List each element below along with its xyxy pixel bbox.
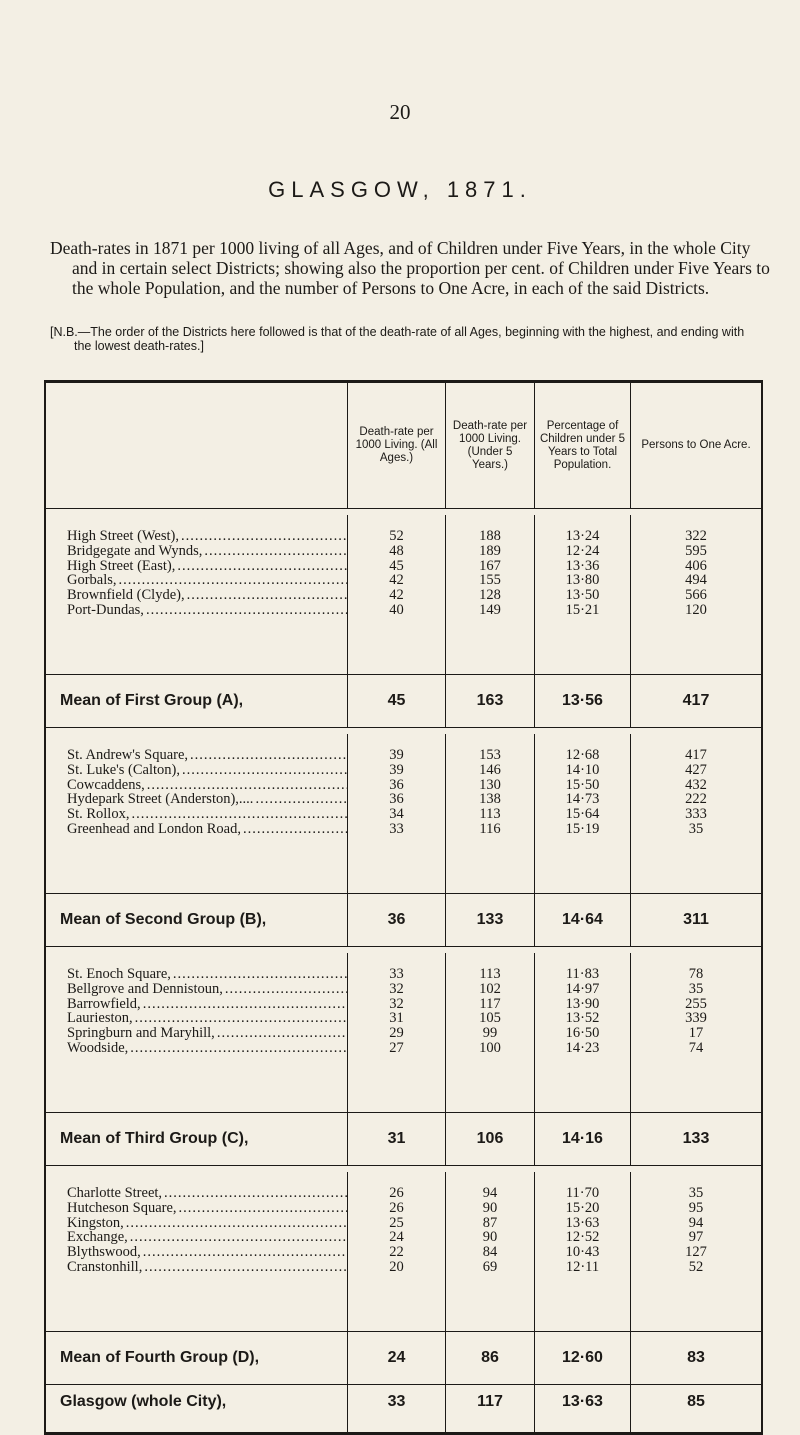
district-group-rows: [46, 947, 761, 1113]
pct-children-value: 15·20: [565, 1199, 600, 1216]
district-names-cell: [46, 953, 348, 1112]
persons-per-acre-value: 74: [688, 1039, 704, 1056]
mean-death-rate-all: 24: [348, 1332, 446, 1384]
district-name-text: High Street (West),: [67, 529, 179, 544]
persons-per-acre-value: 432: [685, 776, 707, 793]
mean-persons-per-acre: 133: [682, 1130, 710, 1147]
district-name: [67, 982, 347, 997]
death-rate-under5-value: 167: [479, 557, 501, 574]
death-rate-all-value: 20: [389, 1258, 404, 1275]
death-rate-all-value: 34: [389, 806, 404, 823]
death-rate-under5-value: 113: [479, 966, 501, 982]
district-names-cell: [46, 734, 348, 893]
persons-per-acre-value: 566: [685, 587, 707, 604]
district-name-text: St. Andrew's Square,: [67, 748, 189, 763]
leader-dots: [130, 1041, 347, 1056]
pct-children-cell: [535, 515, 631, 674]
death-rate-all-value: 33: [389, 966, 404, 982]
district-name-text: Woodside,: [67, 1040, 129, 1056]
death-rate-under5-cell: [446, 515, 535, 674]
district-name: [67, 588, 347, 603]
table-body: [46, 509, 761, 1432]
persons-per-acre-value: 35: [688, 980, 704, 997]
mean-pct-children: 14·64: [535, 894, 631, 946]
persons-per-acre-value: 78: [688, 966, 704, 982]
district-name-text: Hydepark Street (Anderston),....: [67, 792, 254, 808]
death-rate-under5-value: 130: [479, 776, 501, 793]
district-name: [67, 1201, 347, 1216]
death-rate-all-value: 39: [389, 761, 404, 778]
death-rate-under5-value: 84: [482, 1244, 498, 1261]
death-rate-under5-value: 102: [479, 980, 501, 997]
persons-per-acre-value: 35: [688, 1185, 704, 1201]
persons-per-acre-value: 494: [685, 572, 707, 589]
district-name-text: St. Luke's (Calton),: [67, 762, 180, 778]
death-rate-all-value: 36: [389, 791, 404, 808]
district-name: [67, 559, 347, 574]
group-mean-row: [46, 1332, 761, 1385]
pct-children-cell: [535, 953, 631, 1112]
mean-death-rate-all: 36: [348, 894, 446, 946]
district-name: [67, 603, 347, 618]
district-name: [67, 1041, 347, 1056]
district-group-rows: [46, 1166, 761, 1332]
death-rate-under5-value: 146: [479, 761, 501, 778]
death-rate-all-value: 39: [389, 747, 404, 763]
death-rate-under5-value: 128: [479, 587, 501, 604]
district-name-text: Kingston,: [67, 1215, 124, 1231]
district-name-text: Bellgrove and Dennistoun,: [67, 981, 223, 997]
group-mean-row: [46, 1113, 761, 1166]
district-name: [67, 544, 347, 559]
mean-pct-children: 13·56: [535, 675, 631, 727]
death-rate-under5-cell: [446, 1172, 535, 1331]
pct-children-value: 12·11: [565, 1258, 600, 1275]
ordering-note: [N.B.—The order of the Districts here followed is that of the death-rate of all Ages, beginning with the highest, and ending with the lowest death-rates.]: [50, 325, 745, 353]
death-rate-under5-value: 138: [479, 791, 501, 808]
district-name-text: Blythswood,: [67, 1245, 141, 1260]
total-death-rate-all: 33: [348, 1385, 446, 1432]
death-rate-under5-value: 105: [479, 1010, 501, 1027]
leader-dots: [217, 1026, 347, 1041]
death-rate-all-value: 31: [389, 1010, 404, 1027]
leader-dots: [225, 982, 347, 997]
death-rate-all-value: 22: [389, 1244, 404, 1261]
header-persons-per-acre: Persons to One Acre.: [641, 439, 751, 451]
death-rate-all-cell: [348, 515, 446, 674]
leader-dots: [204, 544, 347, 559]
table-header-row: [46, 383, 761, 509]
death-rate-under5-value: 100: [479, 1039, 501, 1056]
persons-per-acre-value: 427: [685, 761, 707, 778]
mean-death-rate-under5: 133: [446, 894, 535, 946]
district-name: [67, 1216, 347, 1231]
district-name: [67, 1260, 347, 1275]
mean-persons-per-acre: 311: [683, 911, 709, 928]
death-rate-all-cell: [348, 953, 446, 1112]
pct-children-value: 13·63: [565, 1214, 600, 1231]
persons-per-acre-value: 120: [685, 601, 707, 618]
death-rate-all-value: 42: [389, 587, 404, 604]
district-name-text: Exchange,: [67, 1230, 128, 1246]
document-title: GLASGOW, 1871.: [268, 177, 532, 202]
district-name-text: High Street (East),: [67, 558, 176, 574]
leader-dots: [173, 967, 347, 982]
pct-children-value: 15·19: [565, 820, 600, 837]
death-rate-all-value: 29: [389, 1025, 404, 1042]
persons-per-acre-value: 94: [688, 1214, 704, 1231]
pct-children-value: 14·73: [565, 791, 600, 808]
district-name: [67, 1026, 347, 1041]
district-name-text: Charlotte Street,: [67, 1186, 163, 1201]
mean-pct-children: 14·16: [535, 1113, 631, 1165]
district-name: [67, 1186, 347, 1201]
district-name: [67, 1245, 347, 1260]
death-rate-under5-value: 90: [482, 1199, 498, 1216]
pct-children-value: 14·97: [565, 980, 600, 997]
district-name-text: Cranstonhill,: [67, 1259, 143, 1275]
death-rate-all-value: 36: [389, 776, 404, 793]
district-name: [67, 967, 347, 982]
pct-children-value: 14·23: [565, 1039, 600, 1056]
header-district: [46, 383, 348, 508]
persons-per-acre-cell: [631, 953, 761, 1112]
district-name: [67, 822, 347, 837]
death-rate-under5-value: 189: [479, 542, 501, 559]
death-rate-all-value: 25: [389, 1214, 404, 1231]
pct-children-value: 16·50: [565, 1025, 600, 1042]
leader-dots: [143, 997, 347, 1012]
district-name: [67, 529, 347, 544]
death-rate-all-value: 24: [389, 1229, 404, 1246]
mean-death-rate-all: 45: [348, 675, 446, 727]
district-names-cell: [46, 1172, 348, 1331]
leader-dots: [182, 763, 347, 778]
pct-children-value: 14·10: [565, 761, 600, 778]
leader-dots: [143, 1245, 347, 1260]
persons-per-acre-cell: [631, 1172, 761, 1331]
district-name: [67, 748, 347, 763]
leader-dots: [243, 822, 347, 837]
district-names-cell: [46, 515, 348, 674]
district-name-text: Springburn and Maryhill,: [67, 1026, 215, 1041]
death-rate-all-value: 32: [389, 995, 404, 1012]
persons-per-acre-value: 222: [685, 791, 707, 808]
death-rate-all-value: 42: [389, 572, 404, 589]
pct-children-value: 10·43: [565, 1244, 600, 1261]
city-total-label: Glasgow (whole City),: [46, 1385, 348, 1432]
persons-per-acre-value: 52: [688, 1258, 704, 1275]
total-pct-children: 13·63: [535, 1385, 631, 1432]
pct-children-value: 13·90: [565, 995, 600, 1012]
death-rate-all-value: 48: [389, 542, 404, 559]
death-rate-under5-value: 188: [479, 528, 501, 544]
pct-children-value: 13·24: [565, 528, 600, 544]
death-rate-under5-value: 117: [479, 995, 501, 1012]
death-rate-all-value: 26: [389, 1185, 404, 1201]
leader-dots: [130, 1230, 347, 1245]
district-name-text: Barrowfield,: [67, 996, 141, 1012]
pct-children-cell: [535, 734, 631, 893]
leader-dots: [181, 529, 347, 544]
intro-paragraph: [50, 238, 772, 298]
persons-per-acre-value: 322: [685, 528, 707, 544]
death-rate-under5-value: 155: [479, 572, 501, 589]
district-name: [67, 763, 347, 778]
death-rate-under5-value: 153: [479, 747, 501, 763]
district-name-text: Laurieston,: [67, 1011, 133, 1027]
total-persons-per-acre: 85: [687, 1393, 705, 1410]
mean-persons-per-acre: 417: [682, 692, 710, 709]
leader-dots: [164, 1186, 347, 1201]
death-rate-all-value: 26: [389, 1199, 404, 1216]
death-rate-all-cell: [348, 734, 446, 893]
district-name: [67, 807, 347, 822]
group-mean-row: [46, 894, 761, 947]
page-number: 20: [389, 100, 411, 124]
mean-persons-per-acre: 83: [687, 1349, 705, 1366]
death-rate-all-value: 32: [389, 980, 404, 997]
death-rate-under5-value: 87: [482, 1214, 498, 1231]
header-percentage-children: Percentage of Children under 5 Years to Total Population.: [535, 383, 631, 508]
header-death-rate-all: Death-rate per 1000 Living. (All Ages.): [348, 383, 446, 508]
district-name-text: Port-Dundas,: [67, 602, 144, 618]
pct-children-value: 15·21: [565, 601, 600, 618]
district-name: [67, 1230, 347, 1245]
death-rate-under5-cell: [446, 953, 535, 1112]
death-rate-all-value: 33: [389, 820, 404, 837]
pct-children-value: 13·52: [565, 1010, 600, 1027]
leader-dots: [187, 588, 347, 603]
persons-per-acre-cell: [631, 734, 761, 893]
pct-children-value: 12·52: [565, 1229, 600, 1246]
death-rate-all-value: 40: [389, 601, 404, 618]
leader-dots: [146, 603, 347, 618]
mean-death-rate-under5: 86: [446, 1332, 535, 1384]
district-name-text: Hutcheson Square,: [67, 1200, 177, 1216]
district-name: [67, 792, 347, 807]
death-rate-under5-value: 90: [482, 1229, 498, 1246]
leader-dots: [119, 573, 347, 588]
district-name-text: Greenhead and London Road,: [67, 821, 241, 837]
pct-children-value: 15·64: [565, 806, 600, 823]
district-name: [67, 573, 347, 588]
pct-children-value: 13·36: [565, 557, 600, 574]
leader-dots: [126, 1216, 347, 1231]
mean-death-rate-all: 31: [348, 1113, 446, 1165]
death-rate-under5-value: 94: [482, 1185, 498, 1201]
death-rate-under5-cell: [446, 734, 535, 893]
pct-children-value: 13·50: [565, 587, 600, 604]
intro-text: Death-rates in 1871 per 1000 living of all Ages, and of Children under Five Years, in the whole City and in certain select Districts; showing also the proportion per cent. of Children under Five Years to the whole Population, and the number of Persons to One Acre, in each of the said Districts.: [50, 238, 770, 298]
leader-dots: [179, 1201, 347, 1216]
pct-children-value: 15·50: [565, 776, 600, 793]
header-death-rate-under5: Death-rate per 1000 Living. (Under 5 Years.): [446, 383, 535, 508]
pct-children-cell: [535, 1172, 631, 1331]
district-group-rows: [46, 728, 761, 894]
persons-per-acre-value: 17: [688, 1025, 704, 1042]
district-name: [67, 997, 347, 1012]
leader-dots: [131, 807, 347, 822]
persons-per-acre-value: 333: [685, 806, 707, 823]
group-mean-label: Mean of Third Group (C),: [46, 1113, 348, 1165]
leader-dots: [147, 778, 347, 793]
group-mean-label: Mean of Fourth Group (D),: [46, 1332, 348, 1384]
persons-per-acre-cell: [631, 515, 761, 674]
persons-per-acre-value: 97: [688, 1229, 704, 1246]
mean-death-rate-under5: 106: [446, 1113, 535, 1165]
group-mean-label: Mean of First Group (A),: [46, 675, 348, 727]
district-group-rows: [46, 509, 761, 675]
persons-per-acre-value: 339: [685, 1010, 707, 1027]
district-name-text: Brownfield (Clyde),: [67, 588, 185, 603]
mean-pct-children: 12·60: [535, 1332, 631, 1384]
district-name-text: St. Enoch Square,: [67, 967, 171, 982]
death-rate-under5-value: 113: [479, 806, 501, 823]
leader-dots: [177, 559, 347, 574]
total-death-rate-under5: 117: [446, 1385, 535, 1432]
persons-per-acre-value: 95: [688, 1199, 704, 1216]
death-rate-all-cell: [348, 1172, 446, 1331]
leader-dots: [144, 1260, 347, 1275]
persons-per-acre-value: 255: [685, 995, 707, 1012]
district-name: [67, 778, 347, 793]
district-name-text: Gorbals,: [67, 573, 117, 589]
death-rate-table: [44, 380, 763, 1435]
mean-death-rate-under5: 163: [446, 675, 535, 727]
pct-children-value: 11·70: [565, 1185, 600, 1201]
group-mean-label: Mean of Second Group (B),: [46, 894, 348, 946]
persons-per-acre-value: 595: [685, 542, 707, 559]
persons-per-acre-value: 406: [685, 557, 707, 574]
leader-dots: [255, 792, 347, 807]
death-rate-under5-value: 99: [482, 1025, 498, 1042]
leader-dots: [135, 1011, 347, 1026]
death-rate-under5-value: 149: [479, 601, 501, 618]
death-rate-all-value: 27: [389, 1039, 404, 1056]
pct-children-value: 13·80: [565, 572, 600, 589]
death-rate-under5-value: 69: [482, 1258, 498, 1275]
district-name-text: Bridgegate and Wynds,: [67, 543, 203, 559]
district-name-text: St. Rollox,: [67, 807, 130, 822]
persons-per-acre-value: 35: [688, 820, 704, 837]
district-name-text: Cowcaddens,: [67, 777, 145, 793]
pct-children-value: 12·24: [565, 542, 600, 559]
death-rate-under5-value: 116: [479, 820, 501, 837]
death-rate-all-value: 52: [389, 528, 404, 544]
city-total-row: [46, 1385, 761, 1432]
persons-per-acre-value: 417: [685, 747, 707, 763]
death-rate-all-value: 45: [389, 557, 404, 574]
persons-per-acre-value: 127: [685, 1244, 707, 1261]
group-mean-row: [46, 675, 761, 728]
leader-dots: [190, 748, 347, 763]
pct-children-value: 11·83: [565, 966, 600, 982]
pct-children-value: 12·68: [565, 747, 600, 763]
district-name: [67, 1011, 347, 1026]
